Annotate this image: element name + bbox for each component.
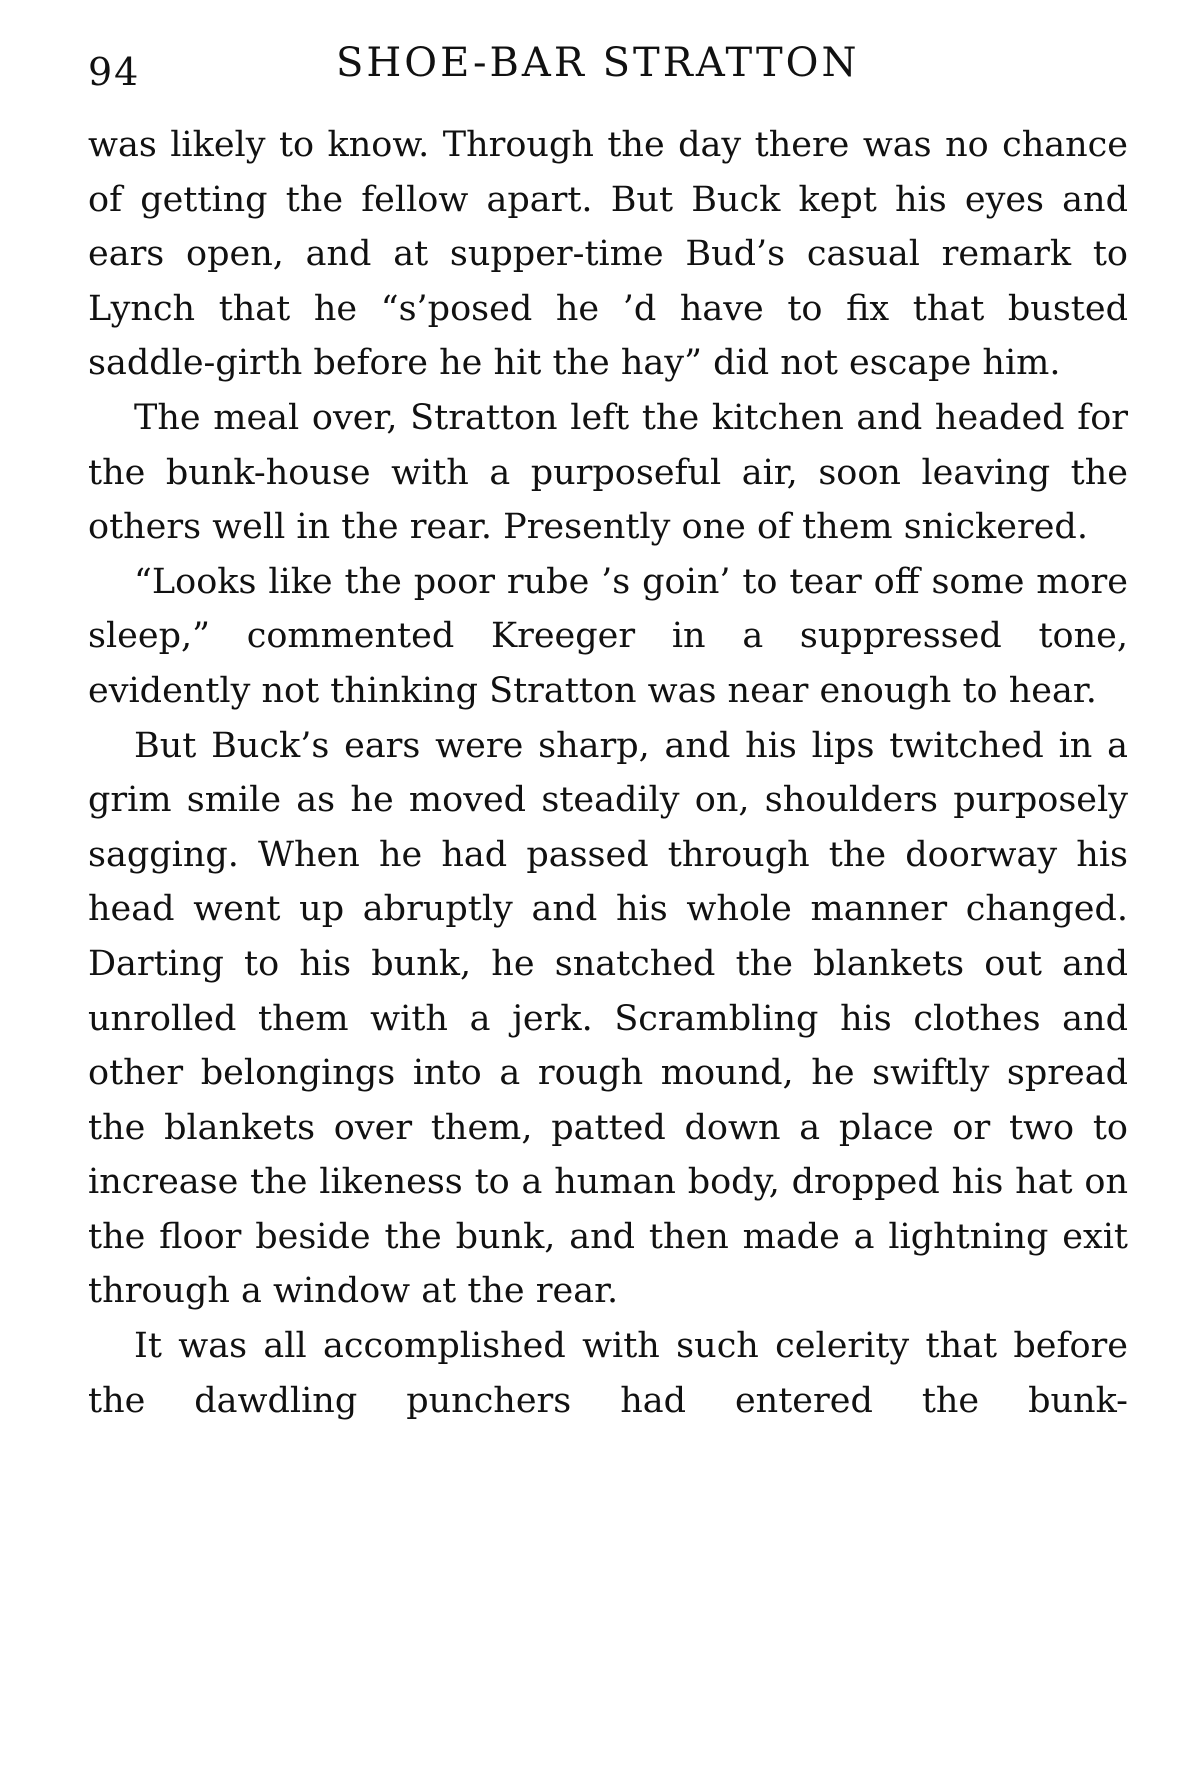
page-number: 94	[88, 50, 141, 94]
book-page	[88, 40, 1128, 1428]
paragraph: But Buck’s ears were sharp, and his lips twitched in a grim smile as he moved steadily on, shoulders purposely sagging. When he had passed through the doorway his head went up abruptly and his whole manner changed. Darting to his bunk, he snatched the blankets out and unrolled them with a jerk. Scrambling his clothes and other belongings into a rough mound, he swiftly spread the blankets over them, patted down a place or two to increase the likeness to a human body, dropped his hat on the floor beside the bunk, and then made a lightning exit through a window at the rear.	[88, 725, 1128, 1312]
paragraph: “Looks like the poor rube ’s goin’ to tear off some more sleep,” commented Kreeger in a suppressed tone, evidently not thinking Stratton was near enough to hear.	[88, 561, 1128, 711]
paragraph-continues: It was all accomplished with such celerity that before the dawdling punchers had entered the bunk-	[88, 1326, 1128, 1421]
body-text	[88, 118, 1128, 1428]
running-title: SHOE-BAR STRATTON	[336, 40, 860, 86]
paragraph-continued: was likely to know. Through the day there was no chance of getting the fellow apart. But Buck kept his eyes and ears open, and at supper-time Bud’s casual remark to Lynch that he “s’posed he ’d have to fix that busted saddle-girth before he hit the hay” did not escape him.	[88, 125, 1128, 384]
paragraph: The meal over, Stratton left the kitchen and headed for the bunk-house with a purposeful air, soon leaving the others well in the rear. Presently one of them snickered.	[88, 397, 1128, 548]
page-header	[88, 40, 1128, 110]
